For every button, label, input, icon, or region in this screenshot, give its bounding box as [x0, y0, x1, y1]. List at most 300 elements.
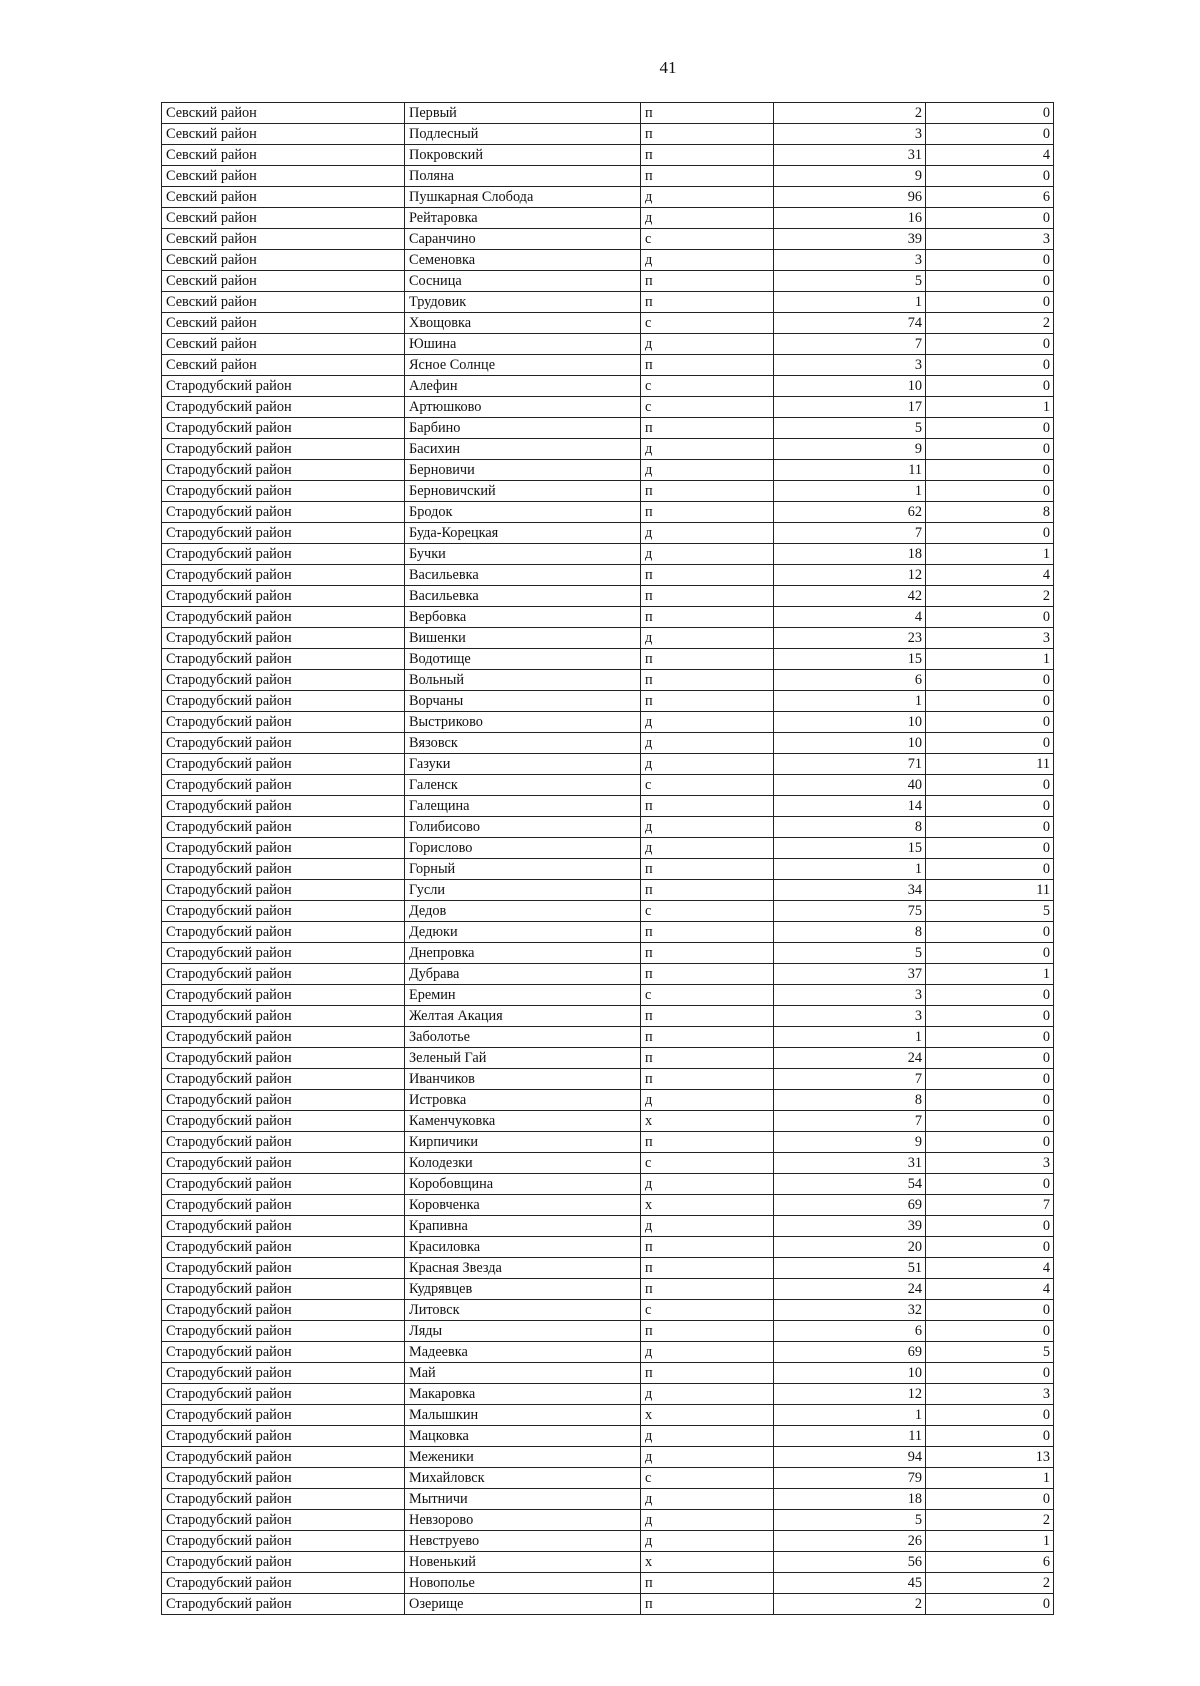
district-cell: Стародубский район: [162, 1195, 405, 1216]
secondary-count-cell: 0: [926, 607, 1054, 628]
secondary-count-cell: 0: [926, 1174, 1054, 1195]
district-cell: Севский район: [162, 208, 405, 229]
settlement-cell: Бродок: [405, 502, 641, 523]
count-cell: 34: [774, 880, 926, 901]
secondary-count-cell: 0: [926, 1111, 1054, 1132]
type-cell: п: [641, 1363, 774, 1384]
district-cell: Стародубский район: [162, 1027, 405, 1048]
type-cell: д: [641, 1384, 774, 1405]
district-cell: Стародубский район: [162, 523, 405, 544]
district-cell: Стародубский район: [162, 1321, 405, 1342]
count-cell: 17: [774, 397, 926, 418]
count-cell: 7: [774, 523, 926, 544]
type-cell: п: [641, 292, 774, 313]
table-row: [162, 1153, 1054, 1174]
count-cell: 7: [774, 1069, 926, 1090]
settlement-cell: Макаровка: [405, 1384, 641, 1405]
district-cell: Стародубский район: [162, 1384, 405, 1405]
table-row: [162, 334, 1054, 355]
table-row: [162, 1405, 1054, 1426]
secondary-count-cell: 4: [926, 1258, 1054, 1279]
type-cell: п: [641, 145, 774, 166]
settlement-cell: Поляна: [405, 166, 641, 187]
district-cell: Стародубский район: [162, 754, 405, 775]
table-row: [162, 229, 1054, 250]
type-cell: д: [641, 250, 774, 271]
type-cell: с: [641, 901, 774, 922]
count-cell: 9: [774, 1132, 926, 1153]
table-row: [162, 1006, 1054, 1027]
table-row: [162, 376, 1054, 397]
secondary-count-cell: 8: [926, 502, 1054, 523]
district-cell: Стародубский район: [162, 922, 405, 943]
count-cell: 3: [774, 355, 926, 376]
district-cell: Стародубский район: [162, 1111, 405, 1132]
settlement-cell: Галещина: [405, 796, 641, 817]
count-cell: 3: [774, 985, 926, 1006]
type-cell: п: [641, 1006, 774, 1027]
settlement-cell: Юшина: [405, 334, 641, 355]
district-cell: Стародубский район: [162, 607, 405, 628]
secondary-count-cell: 0: [926, 922, 1054, 943]
settlement-cell: Красиловка: [405, 1237, 641, 1258]
count-cell: 2: [774, 103, 926, 124]
table-row: [162, 1447, 1054, 1468]
count-cell: 10: [774, 733, 926, 754]
settlement-cell: Сосница: [405, 271, 641, 292]
district-cell: Стародубский район: [162, 439, 405, 460]
type-cell: х: [641, 1405, 774, 1426]
settlement-cell: Ясное Солнце: [405, 355, 641, 376]
district-cell: Стародубский район: [162, 1174, 405, 1195]
table-row: [162, 712, 1054, 733]
count-cell: 8: [774, 922, 926, 943]
district-cell: Стародубский район: [162, 544, 405, 565]
settlement-cell: Голибисово: [405, 817, 641, 838]
table-row: [162, 187, 1054, 208]
district-cell: Стародубский район: [162, 775, 405, 796]
table-row: [162, 1489, 1054, 1510]
district-cell: Стародубский район: [162, 1363, 405, 1384]
type-cell: п: [641, 586, 774, 607]
table-row: [162, 796, 1054, 817]
secondary-count-cell: 0: [926, 1363, 1054, 1384]
table-row: [162, 124, 1054, 145]
district-cell: Стародубский район: [162, 586, 405, 607]
type-cell: п: [641, 691, 774, 712]
district-cell: Стародубский район: [162, 565, 405, 586]
secondary-count-cell: 0: [926, 250, 1054, 271]
type-cell: х: [641, 1552, 774, 1573]
settlement-cell: Иванчиков: [405, 1069, 641, 1090]
secondary-count-cell: 0: [926, 691, 1054, 712]
type-cell: п: [641, 796, 774, 817]
secondary-count-cell: 0: [926, 1594, 1054, 1615]
settlement-cell: Днепровка: [405, 943, 641, 964]
type-cell: п: [641, 1279, 774, 1300]
table-row: [162, 208, 1054, 229]
table-row: [162, 859, 1054, 880]
count-cell: 8: [774, 817, 926, 838]
district-cell: Стародубский район: [162, 1447, 405, 1468]
type-cell: п: [641, 1258, 774, 1279]
district-cell: Стародубский район: [162, 1090, 405, 1111]
settlement-cell: Семеновка: [405, 250, 641, 271]
type-cell: д: [641, 817, 774, 838]
table-row: [162, 817, 1054, 838]
table-row: [162, 754, 1054, 775]
count-cell: 94: [774, 1447, 926, 1468]
table-body: [162, 103, 1054, 1615]
type-cell: д: [641, 187, 774, 208]
table-row: [162, 775, 1054, 796]
secondary-count-cell: 1: [926, 649, 1054, 670]
count-cell: 12: [774, 565, 926, 586]
type-cell: х: [641, 1111, 774, 1132]
district-cell: Стародубский район: [162, 1132, 405, 1153]
settlement-cell: Вольный: [405, 670, 641, 691]
district-cell: Севский район: [162, 271, 405, 292]
count-cell: 7: [774, 334, 926, 355]
settlement-cell: Малышкин: [405, 1405, 641, 1426]
secondary-count-cell: 0: [926, 334, 1054, 355]
table-row: [162, 481, 1054, 502]
secondary-count-cell: 0: [926, 712, 1054, 733]
table-row: [162, 1048, 1054, 1069]
table-row: [162, 901, 1054, 922]
secondary-count-cell: 5: [926, 901, 1054, 922]
table-row: [162, 1552, 1054, 1573]
table-row: [162, 649, 1054, 670]
district-cell: Севский район: [162, 250, 405, 271]
type-cell: д: [641, 1426, 774, 1447]
settlement-cell: Ляды: [405, 1321, 641, 1342]
type-cell: д: [641, 460, 774, 481]
settlement-cell: Дубрава: [405, 964, 641, 985]
table-row: [162, 313, 1054, 334]
district-cell: Стародубский район: [162, 1531, 405, 1552]
table-row: [162, 838, 1054, 859]
count-cell: 5: [774, 271, 926, 292]
district-cell: Стародубский район: [162, 460, 405, 481]
table-row: [162, 922, 1054, 943]
table-row: [162, 250, 1054, 271]
type-cell: п: [641, 670, 774, 691]
table-row: [162, 1426, 1054, 1447]
settlement-cell: Колодезки: [405, 1153, 641, 1174]
count-cell: 24: [774, 1279, 926, 1300]
count-cell: 15: [774, 838, 926, 859]
page-number: 41: [659, 58, 677, 77]
count-cell: 5: [774, 943, 926, 964]
secondary-count-cell: 0: [926, 1405, 1054, 1426]
settlement-cell: Кирпичики: [405, 1132, 641, 1153]
count-cell: 39: [774, 1216, 926, 1237]
district-cell: Стародубский район: [162, 397, 405, 418]
secondary-count-cell: 2: [926, 313, 1054, 334]
count-cell: 1: [774, 481, 926, 502]
secondary-count-cell: 0: [926, 1069, 1054, 1090]
settlement-cell: Горислово: [405, 838, 641, 859]
table-row: [162, 418, 1054, 439]
settlement-cell: Дедюки: [405, 922, 641, 943]
type-cell: п: [641, 1069, 774, 1090]
district-cell: Стародубский район: [162, 712, 405, 733]
district-cell: Стародубский район: [162, 1216, 405, 1237]
settlement-cell: Красная Звезда: [405, 1258, 641, 1279]
table-row: [162, 1300, 1054, 1321]
settlement-cell: Заболотье: [405, 1027, 641, 1048]
settlement-cell: Ворчаны: [405, 691, 641, 712]
table-row: [162, 271, 1054, 292]
secondary-count-cell: 0: [926, 1300, 1054, 1321]
secondary-count-cell: 0: [926, 376, 1054, 397]
type-cell: д: [641, 544, 774, 565]
table-row: [162, 1258, 1054, 1279]
count-cell: 3: [774, 1006, 926, 1027]
secondary-count-cell: 0: [926, 355, 1054, 376]
count-cell: 10: [774, 712, 926, 733]
type-cell: д: [641, 1489, 774, 1510]
type-cell: п: [641, 166, 774, 187]
type-cell: п: [641, 1321, 774, 1342]
secondary-count-cell: 13: [926, 1447, 1054, 1468]
district-cell: Севский район: [162, 103, 405, 124]
district-cell: Севский район: [162, 187, 405, 208]
settlement-cell: Вязовск: [405, 733, 641, 754]
type-cell: с: [641, 775, 774, 796]
settlement-cell: Вишенки: [405, 628, 641, 649]
secondary-count-cell: 6: [926, 187, 1054, 208]
secondary-count-cell: 0: [926, 985, 1054, 1006]
count-cell: 3: [774, 124, 926, 145]
settlement-cell: Буда-Корецкая: [405, 523, 641, 544]
count-cell: 54: [774, 1174, 926, 1195]
district-cell: Стародубский район: [162, 649, 405, 670]
count-cell: 1: [774, 1405, 926, 1426]
type-cell: с: [641, 1468, 774, 1489]
table-row: [162, 586, 1054, 607]
settlement-cell: Вербовка: [405, 607, 641, 628]
secondary-count-cell: 0: [926, 859, 1054, 880]
secondary-count-cell: 0: [926, 292, 1054, 313]
table-row: [162, 1573, 1054, 1594]
secondary-count-cell: 0: [926, 523, 1054, 544]
count-cell: 2: [774, 1594, 926, 1615]
type-cell: с: [641, 313, 774, 334]
settlement-cell: Коровченка: [405, 1195, 641, 1216]
count-cell: 74: [774, 313, 926, 334]
table-row: [162, 1384, 1054, 1405]
settlement-cell: Трудовик: [405, 292, 641, 313]
count-cell: 26: [774, 1531, 926, 1552]
table-row: [162, 1090, 1054, 1111]
table-row: [162, 355, 1054, 376]
district-cell: Севский район: [162, 124, 405, 145]
table-row: [162, 439, 1054, 460]
count-cell: 11: [774, 1426, 926, 1447]
type-cell: д: [641, 754, 774, 775]
settlements-table: [161, 102, 1054, 1615]
settlement-cell: Новополье: [405, 1573, 641, 1594]
secondary-count-cell: 0: [926, 1090, 1054, 1111]
count-cell: 4: [774, 607, 926, 628]
secondary-count-cell: 0: [926, 1216, 1054, 1237]
settlement-cell: Еремин: [405, 985, 641, 1006]
secondary-count-cell: 0: [926, 1006, 1054, 1027]
table-row: [162, 1531, 1054, 1552]
count-cell: 10: [774, 376, 926, 397]
count-cell: 12: [774, 1384, 926, 1405]
district-cell: Стародубский район: [162, 817, 405, 838]
district-cell: Севский район: [162, 229, 405, 250]
district-cell: Стародубский район: [162, 691, 405, 712]
table-row: [162, 1195, 1054, 1216]
district-cell: Стародубский район: [162, 1258, 405, 1279]
settlement-cell: Пушкарная Слобода: [405, 187, 641, 208]
secondary-count-cell: 1: [926, 964, 1054, 985]
settlement-cell: Барбино: [405, 418, 641, 439]
secondary-count-cell: 0: [926, 481, 1054, 502]
settlement-cell: Галенск: [405, 775, 641, 796]
secondary-count-cell: 3: [926, 1153, 1054, 1174]
count-cell: 9: [774, 439, 926, 460]
district-cell: Стародубский район: [162, 838, 405, 859]
district-cell: Стародубский район: [162, 670, 405, 691]
district-cell: Стародубский район: [162, 859, 405, 880]
secondary-count-cell: 0: [926, 1489, 1054, 1510]
table-row: [162, 166, 1054, 187]
count-cell: 42: [774, 586, 926, 607]
type-cell: д: [641, 1174, 774, 1195]
settlement-cell: Истровка: [405, 1090, 641, 1111]
secondary-count-cell: 11: [926, 880, 1054, 901]
settlement-cell: Хвощовка: [405, 313, 641, 334]
secondary-count-cell: 0: [926, 166, 1054, 187]
count-cell: 62: [774, 502, 926, 523]
district-cell: Стародубский район: [162, 376, 405, 397]
settlement-cell: Подлесный: [405, 124, 641, 145]
type-cell: д: [641, 1510, 774, 1531]
settlement-cell: Горный: [405, 859, 641, 880]
secondary-count-cell: 0: [926, 817, 1054, 838]
count-cell: 6: [774, 670, 926, 691]
type-cell: п: [641, 649, 774, 670]
type-cell: с: [641, 1153, 774, 1174]
type-cell: д: [641, 628, 774, 649]
settlement-cell: Озерище: [405, 1594, 641, 1615]
district-cell: Севский район: [162, 334, 405, 355]
secondary-count-cell: 4: [926, 1279, 1054, 1300]
district-cell: Севский район: [162, 145, 405, 166]
secondary-count-cell: 5: [926, 1342, 1054, 1363]
table-row: [162, 1363, 1054, 1384]
count-cell: 11: [774, 460, 926, 481]
secondary-count-cell: 0: [926, 439, 1054, 460]
count-cell: 5: [774, 1510, 926, 1531]
settlement-cell: Меженики: [405, 1447, 641, 1468]
district-cell: Стародубский район: [162, 1552, 405, 1573]
settlement-cell: Артюшково: [405, 397, 641, 418]
secondary-count-cell: 0: [926, 124, 1054, 145]
settlement-cell: Мацковка: [405, 1426, 641, 1447]
type-cell: п: [641, 1573, 774, 1594]
district-cell: Стародубский район: [162, 796, 405, 817]
type-cell: п: [641, 607, 774, 628]
secondary-count-cell: 3: [926, 628, 1054, 649]
count-cell: 56: [774, 1552, 926, 1573]
secondary-count-cell: 0: [926, 775, 1054, 796]
count-cell: 39: [774, 229, 926, 250]
secondary-count-cell: 4: [926, 145, 1054, 166]
district-cell: Стародубский район: [162, 1489, 405, 1510]
table-row: [162, 1216, 1054, 1237]
secondary-count-cell: 0: [926, 670, 1054, 691]
table-row: [162, 544, 1054, 565]
type-cell: п: [641, 964, 774, 985]
count-cell: 9: [774, 166, 926, 187]
count-cell: 3: [774, 250, 926, 271]
district-cell: Стародубский район: [162, 1573, 405, 1594]
secondary-count-cell: 0: [926, 796, 1054, 817]
settlement-cell: Саранчино: [405, 229, 641, 250]
secondary-count-cell: 0: [926, 943, 1054, 964]
type-cell: х: [641, 1195, 774, 1216]
settlement-cell: Коробовщина: [405, 1174, 641, 1195]
district-cell: Стародубский район: [162, 1594, 405, 1615]
table-row: [162, 691, 1054, 712]
secondary-count-cell: 1: [926, 1531, 1054, 1552]
district-cell: Стародубский район: [162, 628, 405, 649]
count-cell: 7: [774, 1111, 926, 1132]
district-cell: Стародубский район: [162, 418, 405, 439]
settlement-cell: Водотище: [405, 649, 641, 670]
type-cell: п: [641, 502, 774, 523]
table-row: [162, 628, 1054, 649]
secondary-count-cell: 0: [926, 460, 1054, 481]
table-row: [162, 145, 1054, 166]
type-cell: п: [641, 922, 774, 943]
settlement-cell: Кудрявцев: [405, 1279, 641, 1300]
type-cell: д: [641, 1216, 774, 1237]
type-cell: п: [641, 880, 774, 901]
table-row: [162, 103, 1054, 124]
secondary-count-cell: 0: [926, 1426, 1054, 1447]
type-cell: с: [641, 1300, 774, 1321]
count-cell: 24: [774, 1048, 926, 1069]
type-cell: д: [641, 1447, 774, 1468]
settlement-cell: Желтая Акация: [405, 1006, 641, 1027]
table-row: [162, 1174, 1054, 1195]
district-cell: Стародубский район: [162, 1048, 405, 1069]
count-cell: 8: [774, 1090, 926, 1111]
secondary-count-cell: 7: [926, 1195, 1054, 1216]
secondary-count-cell: 3: [926, 229, 1054, 250]
settlement-cell: Васильевка: [405, 565, 641, 586]
settlement-cell: Берновичи: [405, 460, 641, 481]
secondary-count-cell: 1: [926, 544, 1054, 565]
table-row: [162, 565, 1054, 586]
table-row: [162, 1237, 1054, 1258]
count-cell: 45: [774, 1573, 926, 1594]
settlement-cell: Невструево: [405, 1531, 641, 1552]
count-cell: 51: [774, 1258, 926, 1279]
type-cell: п: [641, 943, 774, 964]
type-cell: п: [641, 859, 774, 880]
type-cell: с: [641, 397, 774, 418]
secondary-count-cell: 0: [926, 418, 1054, 439]
count-cell: 5: [774, 418, 926, 439]
